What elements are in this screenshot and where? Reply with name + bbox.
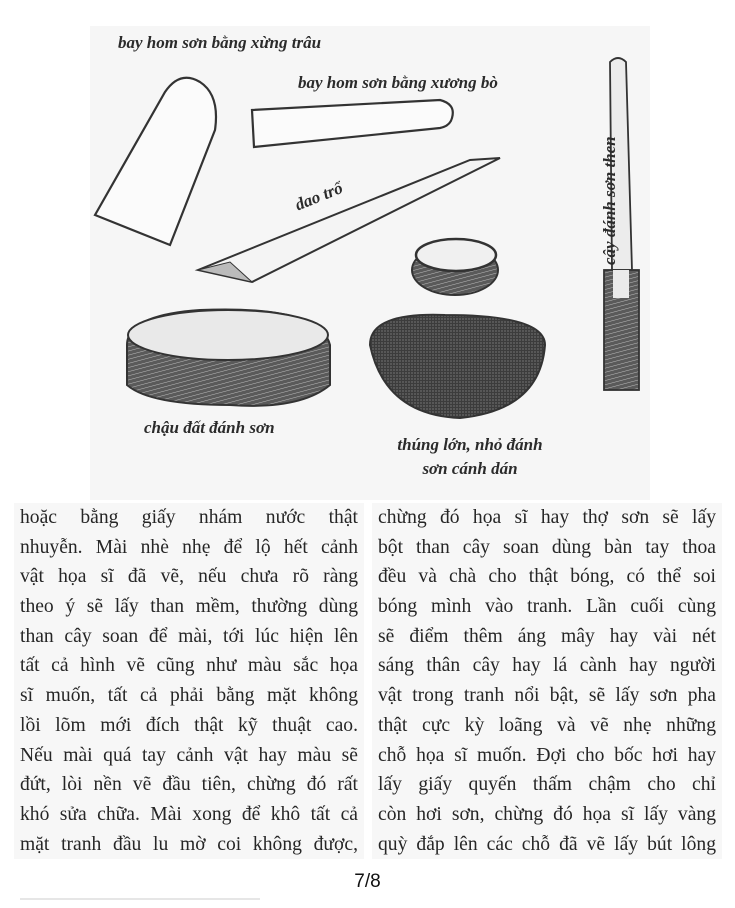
text-line: bóng mình vào tranh. Lần cuối cùng: [378, 596, 716, 618]
text-line: than cây soan để mài, tới lúc hiện lên: [20, 625, 358, 647]
caption-baskets-line1: thúng lớn, nhỏ đánh: [397, 435, 543, 454]
caption-clay-basin: chậu đất đánh sơn: [144, 418, 275, 437]
large-basket-shape: [370, 315, 545, 418]
caption-horn-spatula: bay hom sơn bằng xừng trâu: [118, 33, 322, 52]
bone-spatula-shape: [252, 100, 453, 147]
caption-lacquer-stick: cây đánh sơn then: [600, 136, 619, 265]
text-line: quỳ đắp lên các chỗ đã vẽ lấy bút lông: [378, 833, 716, 855]
left-text-column: [14, 503, 364, 859]
text-line: vật trong tranh nổi bật, sẽ lấy sơn pha: [378, 685, 716, 707]
text-line: bột than cây soan dùng bàn tay thoa: [378, 536, 716, 558]
text-line: sáng thân cây hay lá cành hay người: [378, 655, 716, 677]
text-line: lấy giấy quyến thấm chậm cho chỉ: [378, 774, 716, 796]
text-line: chừng đó họa sĩ hay thợ sơn sẽ lấy: [378, 507, 716, 528]
text-line: còn hơi sơn, chừng đó họa sĩ lấy vàng: [378, 803, 716, 825]
text-line: đứt, lòi nền vẽ đầu tiên, chừng đó rất: [20, 774, 358, 796]
text-line: thật cực kỳ loãng và vẽ nhẹ những: [378, 714, 716, 736]
caption-knife: dao trổ: [292, 178, 346, 215]
caption-baskets-line2: sơn cánh dán: [422, 459, 518, 478]
text-line: lồi lõm mới đích thật kỹ thuật cao.: [20, 714, 358, 736]
text-line: Nếu mài quá tay cảnh vật hay màu sẽ: [20, 744, 358, 766]
divider: [20, 898, 260, 900]
right-text-column: [372, 503, 722, 859]
text-line: mặt tranh đầu lu mờ coi không được,: [20, 833, 358, 855]
text-line: hoặc bằng giấy nhám nước thật: [20, 507, 358, 528]
text-line: sẽ điểm thêm áng mây hay vài nét: [378, 625, 716, 647]
text-line: theo ý sẽ lấy than mềm, thường dùng: [20, 596, 358, 618]
text-line: tất cả hình vẽ cũng như màu sắc họa: [20, 655, 358, 677]
caption-bone-spatula: bay hom sơn bằng xương bò: [298, 73, 498, 92]
text-line: nhuyễn. Mài nhè nhẹ để lộ hết cảnh: [20, 536, 358, 558]
horn-spatula-shape: [95, 78, 216, 245]
page-number: 7/8: [354, 871, 381, 892]
text-line: chỗ họa sĩ muốn. Đợi cho bốc hơi hay: [378, 744, 716, 766]
text-line: đều và chà cho thật bóng, có thể soi: [378, 566, 716, 588]
text-line: sĩ muốn, tất cả phải bằng mặt không: [20, 685, 358, 707]
text-line: vật họa sĩ đã vẽ, nếu chưa rõ ràng: [20, 566, 358, 588]
text-line: khó sửa chữa. Mài xong để khô tất cả: [20, 803, 358, 825]
